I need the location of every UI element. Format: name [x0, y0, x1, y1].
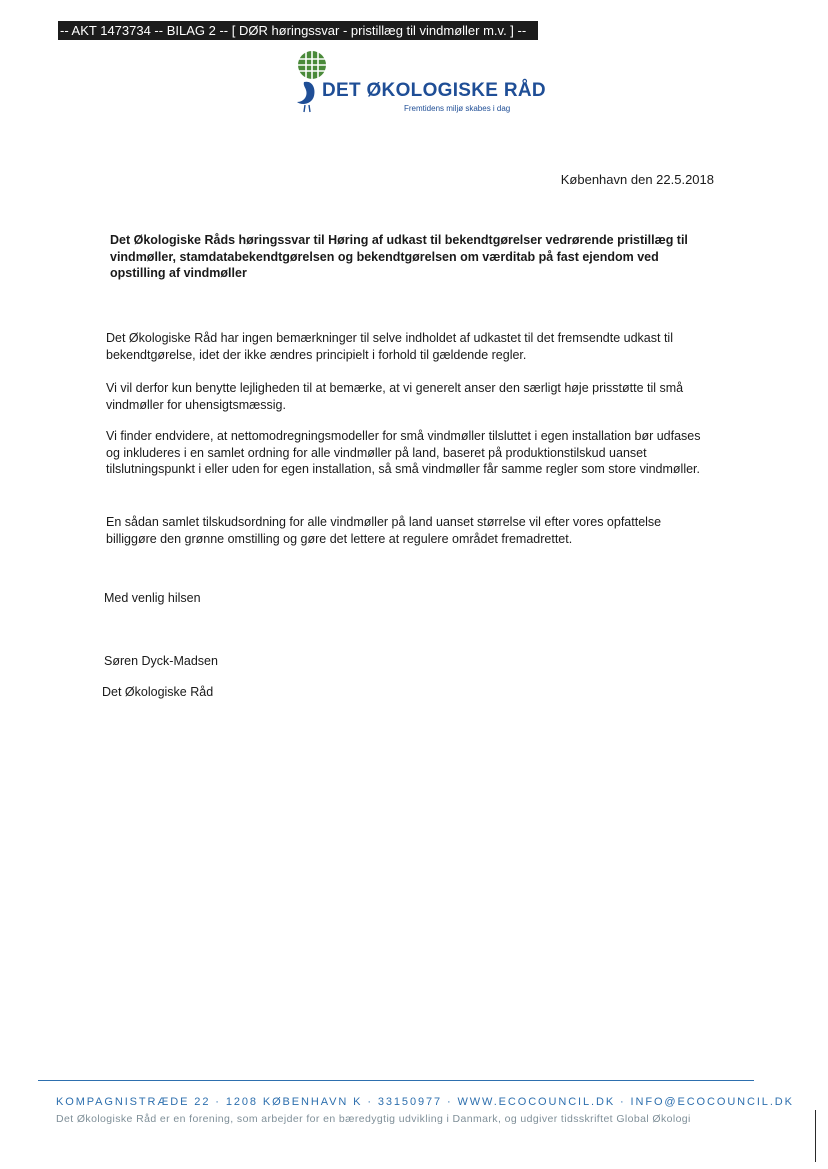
paragraph-2: Vi vil derfor kun benytte lejligheden til at bemærke, at vi generelt anser den særligt høje prisstøtte til små vindmøller for uhensigtsmæssig. — [106, 381, 684, 412]
scan-edge-mark — [815, 1110, 816, 1162]
footer-divider — [38, 1080, 754, 1081]
letter-title: Det Økologiske Råds høringssvar til Høring af udkast til bekendtgørelser vedrørende pristillæg til vindmøller, stamdatabekendtgørelsen og bekendtgørelsen om værditab på fast ejendom ved opstilling af vindmøller — [110, 233, 688, 280]
logo-name: DET ØKOLOGISKE RÅD — [322, 80, 546, 101]
signer-name: Søren Dyck-Madsen — [104, 654, 218, 668]
closing-greeting: Med venlig hilsen — [104, 591, 201, 605]
logo-tagline: Fremtidens miljø skabes i dag — [404, 104, 511, 113]
footer-organization-note: Det Økologiske Råd er en forening, som arbejder for en bæredygtig udvikling i Danmark, og udgiver tidsskriftet Global Økologi — [56, 1113, 691, 1125]
organization-logo — [292, 48, 546, 118]
document-id-stamp: -- AKT 1473734 -- BILAG 2 -- [ DØR høringssvar - pristillæg til vindmøller m.v. ] -- — [58, 21, 538, 40]
letter-date: København den 22.5.2018 — [560, 172, 714, 187]
footer-contact-info: KOMPAGNISTRÆDE 22 · 1208 KØBENHAVN K · 33150977 · WWW.ECOCOUNCIL.DK · INFO@ECOCOUNCIL.DK — [56, 1096, 794, 1108]
paragraph-4: En sådan samlet tilskudsordning for alle vindmøller på land uanset størrelse vil efter vores opfattelse billiggøre den grønne omstilling og gøre det lettere at regulere området fremadrettet. — [106, 515, 662, 546]
paragraph-3: Vi finder endvidere, at nettomodregningsmodeller for små vindmøller tilsluttet i egen installation bør udfases og inkluderes i en samlet ordning for alle vindmøller på land, baseret på produktionstilskud uanset tilslutningspunkt i eller uden for egen installation, så små vindmøller får samme regler som store vindmøller. — [106, 429, 701, 476]
signer-organization: Det Økologiske Råd — [102, 685, 214, 699]
paragraph-1: Det Økologiske Råd har ingen bemærkninger til selve indholdet af udkastet til det fremsendte udkast til bekendtgørelse, idet der ikke ændres principielt i forhold til gældende regler. — [106, 331, 673, 362]
